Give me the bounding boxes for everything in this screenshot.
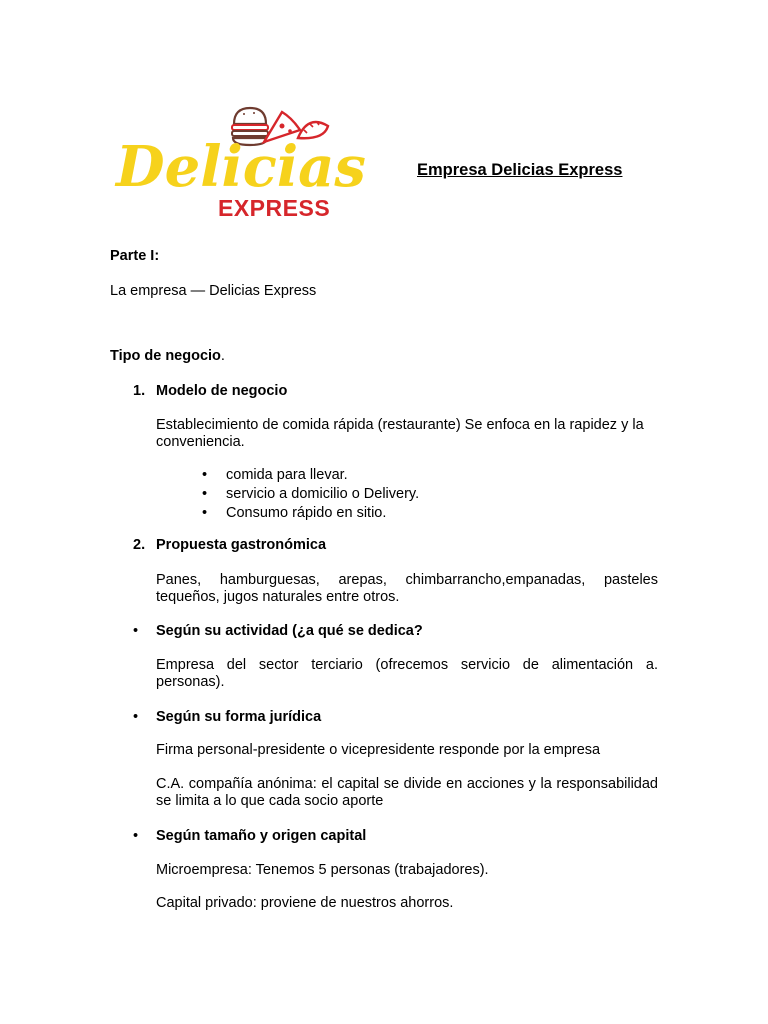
list-item: comida para llevar. [226, 467, 348, 483]
section-2-number: 2. [133, 537, 146, 553]
section-2-text: Panes, hamburguesas, arepas, chimbarrancho,empanadas, pasteles tequeños, jugos naturales entre otros. [156, 572, 658, 605]
section-2-heading: Propuesta gastronómica [156, 537, 327, 553]
delicias-express-logo [114, 104, 366, 221]
business-type-heading [110, 348, 225, 365]
bullet-marker: • [133, 828, 139, 844]
list-item: servicio a domicilio o Delivery. [226, 486, 420, 502]
legal-heading: Según su forma jurídica [156, 709, 322, 725]
business-type-punct: . [220, 348, 225, 364]
svg-text:EXPRESS: EXPRESS [218, 195, 331, 221]
section-1-text: Establecimiento de comida rápida (restaurante) Se enfoca en la rapidez y la conveniencia. [156, 417, 644, 450]
legal-text-2: C.A. compañía anónima: el capital se divide en acciones y la responsabilidad se limita a lo que cada socio aporte [156, 776, 658, 809]
activity-heading: Según su actividad (¿a qué se dedica? [156, 623, 423, 639]
size-heading: Según tamaño y origen capital [156, 828, 367, 844]
list-item: Consumo rápido en sitio. [226, 505, 387, 521]
section-1-heading: Modelo de negocio [156, 383, 288, 399]
part-label: Parte I: [110, 248, 160, 264]
svg-text:Delicias: Delicias [116, 134, 366, 200]
legal-text-1: Firma personal-presidente o vicepresidente responde por la empresa [156, 742, 601, 758]
bullet-marker: • [202, 505, 208, 521]
size-text-1: Microempresa: Tenemos 5 personas (trabajadores). [156, 862, 489, 878]
size-text-2: Capital privado: proviene de nuestros ahorros. [156, 895, 454, 911]
document-title: Empresa Delicias Express [417, 161, 623, 179]
bullet-marker: • [202, 467, 208, 483]
activity-text: Empresa del sector terciario (ofrecemos servicio de alimentación a. personas). [156, 657, 658, 690]
section-1-number: 1. [133, 383, 146, 399]
bullet-marker: • [133, 709, 139, 725]
part-intro: La empresa — Delicias Express [110, 283, 317, 299]
bullet-marker: • [202, 486, 208, 502]
bullet-marker: • [133, 623, 139, 639]
business-type-label: Tipo de negocio [110, 348, 221, 364]
